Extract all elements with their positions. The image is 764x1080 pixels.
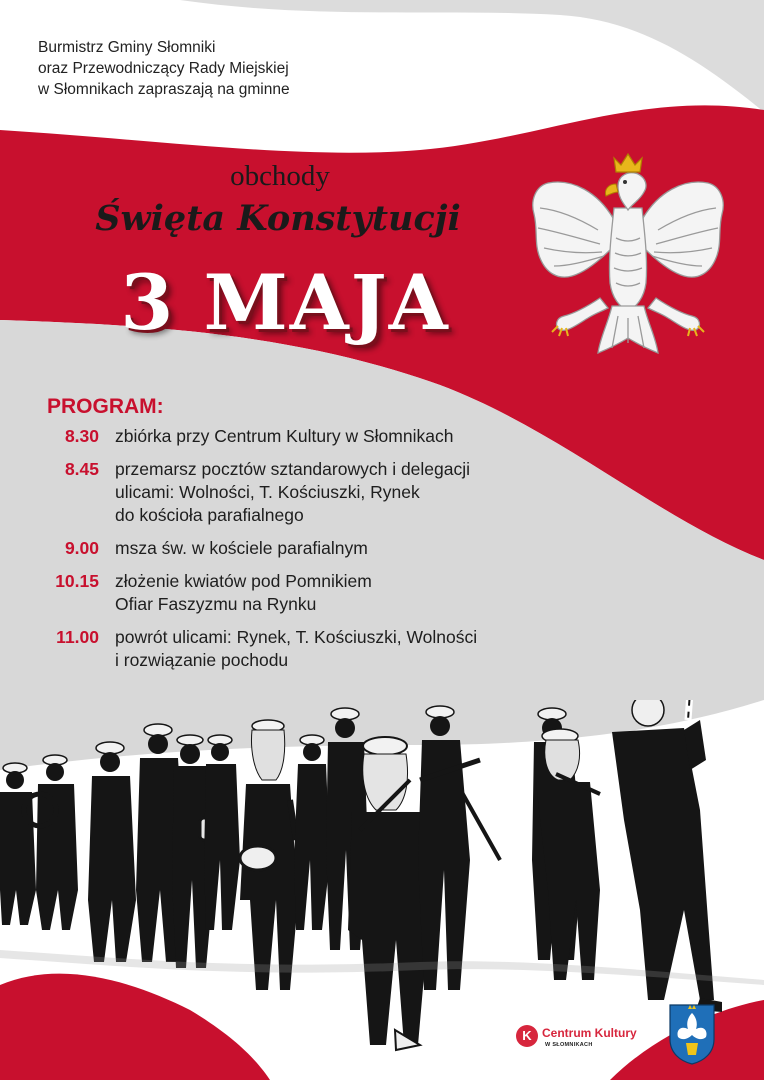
- band-member: [0, 763, 36, 925]
- program-time: 8.45: [64, 459, 99, 479]
- program-time: 9.00: [64, 538, 99, 558]
- band-member: [88, 742, 136, 962]
- program-desc: [115, 537, 368, 560]
- centrum-kultury-icon: K: [516, 1025, 538, 1047]
- centrum-kultury-subtitle: W SŁOMNIKACH: [545, 1042, 593, 1048]
- program-line: zbiórka przy Centrum Kultury w Słomnikach: [115, 426, 454, 446]
- band-member: [204, 735, 240, 930]
- program-list: [30, 425, 590, 682]
- band-member: [418, 706, 500, 990]
- program-line: ulicami: Wolności, T. Kościuszki, Rynek: [115, 482, 420, 502]
- title-swieta-konstytucji: Święta Konstytucji: [95, 198, 461, 239]
- program-item: [30, 425, 590, 448]
- title-date: 3 MAJA: [120, 258, 450, 347]
- marching-band-illustration: [0, 700, 764, 1080]
- centrum-kultury-logo: [516, 1022, 646, 1058]
- program-item: [30, 458, 590, 527]
- program-desc: [115, 570, 372, 616]
- program-desc: [115, 425, 453, 448]
- program-item: [30, 570, 590, 616]
- program-line: Ofiar Faszyzmu na Rynku: [115, 594, 317, 614]
- slomniki-coat-of-arms-icon: [668, 1003, 716, 1065]
- invitation-text: [38, 37, 290, 100]
- band-member: [294, 735, 330, 930]
- program-line: złożenie kwiatów pod Pomnikiem: [115, 571, 372, 591]
- band-member: [240, 720, 298, 990]
- program-line: i rozwiązanie pochodu: [115, 650, 289, 670]
- program-time: 11.00: [56, 627, 99, 647]
- program-line: msza św. w kościele parafialnym: [115, 538, 368, 558]
- program-desc: [115, 626, 477, 672]
- program-line: do kościoła parafialnego: [115, 505, 304, 525]
- program-time: 10.15: [55, 571, 99, 591]
- program-heading: PROGRAM:: [47, 395, 164, 418]
- polish-white-eagle-icon: [528, 148, 728, 363]
- band-leader: [612, 700, 722, 1012]
- program-time: 8.30: [64, 426, 99, 446]
- program-line: przemarsz pocztów sztandarowych i delegacji: [115, 459, 471, 479]
- program-item: [30, 626, 590, 672]
- program-line: powrót ulicami: Rynek, T. Kościuszki, Wolności: [115, 627, 478, 647]
- invitation-line: w Słomnikach zapraszają na gminne: [38, 81, 290, 98]
- invitation-line: Burmistrz Gminy Słomniki: [38, 39, 216, 56]
- program-item: [30, 537, 590, 560]
- centrum-kultury-name: Centrum Kultury: [542, 1026, 637, 1040]
- title-obchody: obchody: [230, 160, 330, 192]
- program-desc: [115, 458, 470, 527]
- invitation-line: oraz Przewodniczący Rady Miejskiej: [38, 60, 289, 77]
